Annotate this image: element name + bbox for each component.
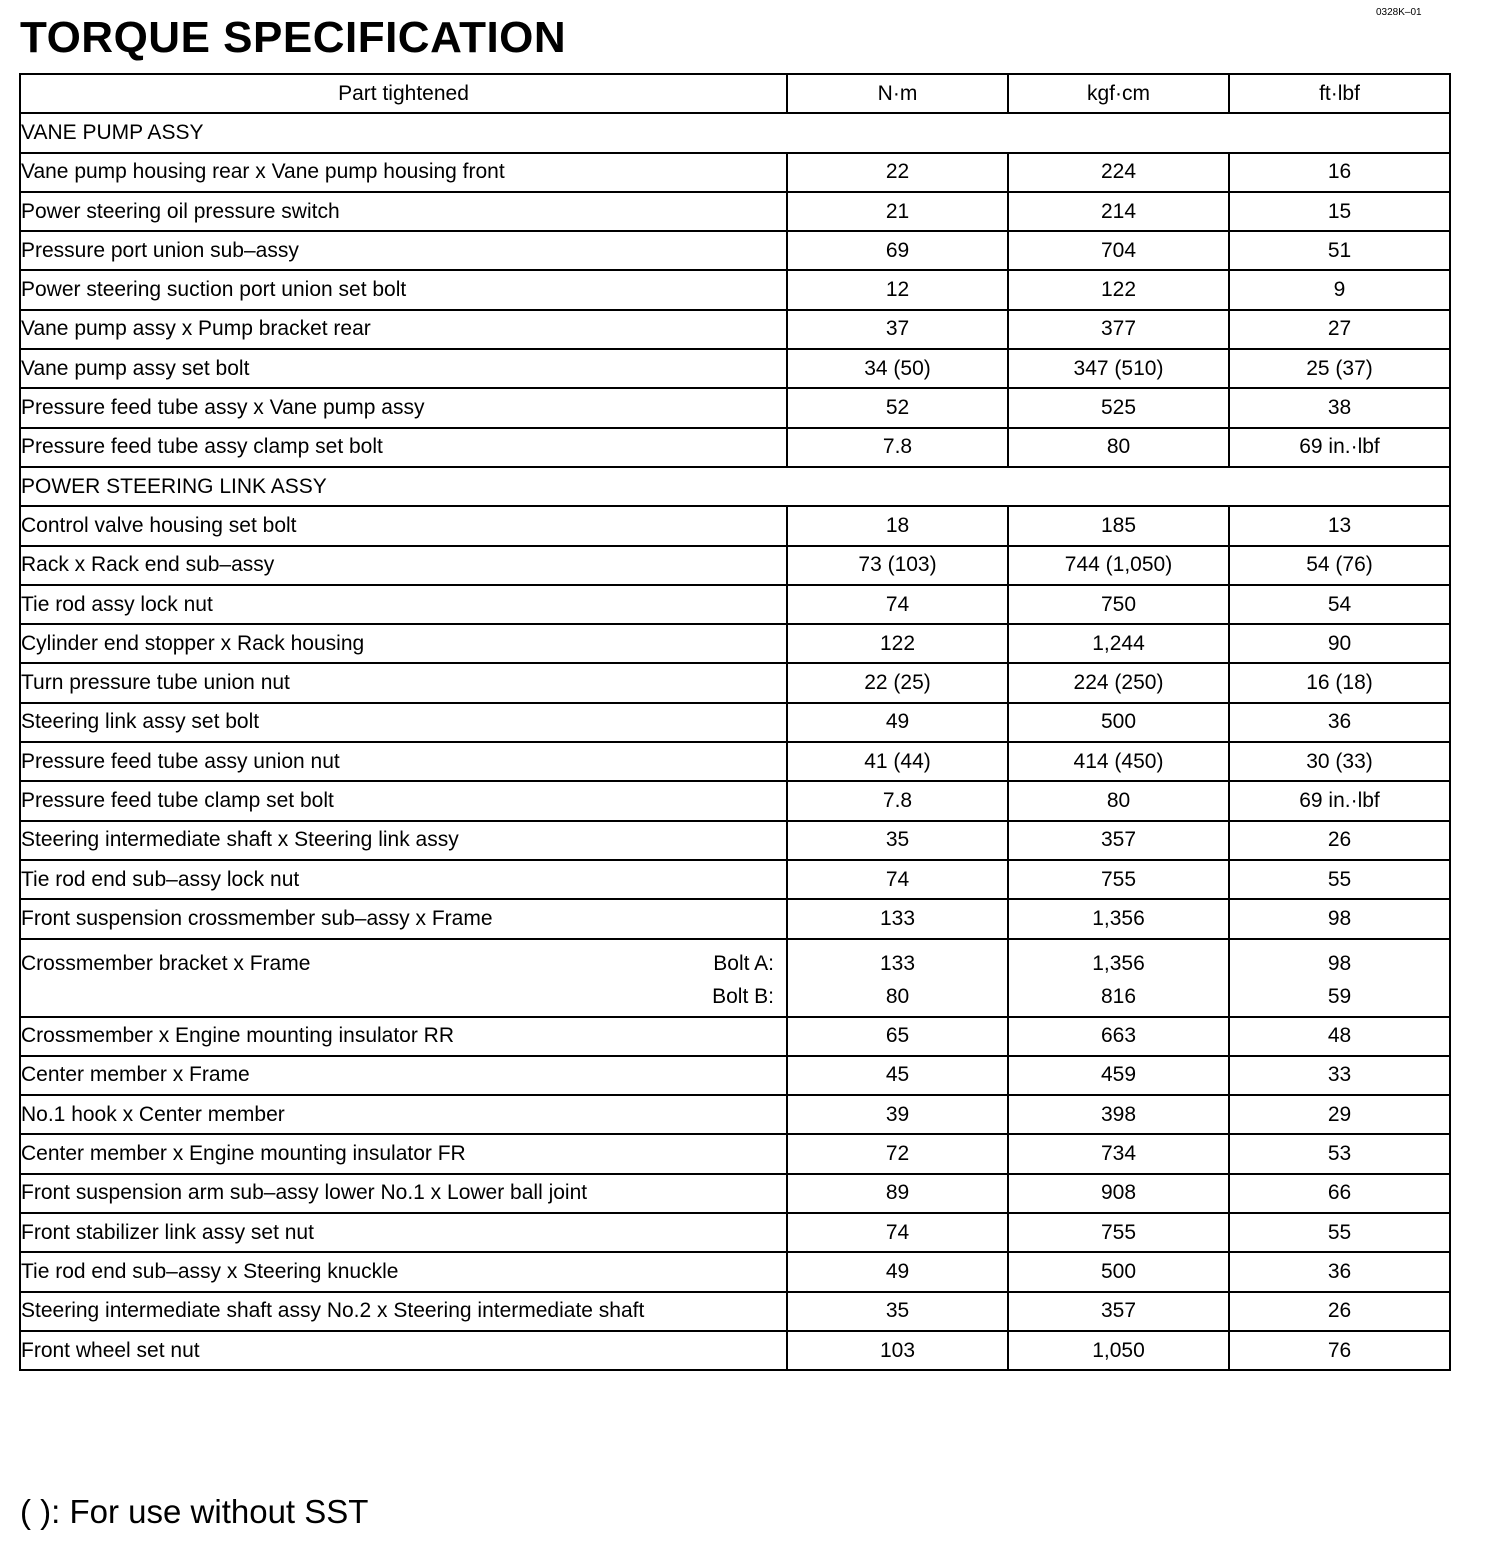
table-row	[20, 1213, 1450, 1252]
part-name: Steering intermediate shaft assy No.2 x Steering intermediate shaft	[20, 1292, 787, 1331]
value-kgf: 500	[1008, 703, 1229, 742]
part-name: Pressure feed tube assy union nut	[20, 742, 787, 781]
value-ft: 26	[1229, 1292, 1450, 1331]
value-kgf: 1,356	[1008, 899, 1229, 938]
table-row	[20, 231, 1450, 270]
value-nm: 22	[787, 153, 1008, 192]
value-ft: 98	[1229, 899, 1450, 938]
value-nm: 18	[787, 506, 1008, 545]
value-ft: 36	[1229, 1252, 1450, 1291]
table-row	[20, 1252, 1450, 1291]
part-name: Front stabilizer link assy set nut	[20, 1213, 787, 1252]
value-nm: 74	[787, 860, 1008, 899]
value-kgf: 1,244	[1008, 624, 1229, 663]
bolt-b-ft: 59	[1327, 984, 1352, 1008]
value-nm: 34 (50)	[787, 349, 1008, 388]
value-kgf: 663	[1008, 1017, 1229, 1056]
value-nm: 49	[787, 1252, 1008, 1291]
value-kgf: 704	[1008, 231, 1229, 270]
bolt-a-label: Bolt A:	[713, 951, 774, 975]
value-ft: 55	[1229, 1213, 1450, 1252]
value-nm: 103	[787, 1331, 1008, 1370]
table-row	[20, 428, 1450, 467]
value-nm: 74	[787, 585, 1008, 624]
part-name: Rack x Rack end sub–assy	[20, 546, 787, 585]
value-ft: 69 in.·lbf	[1229, 428, 1450, 467]
table-row	[20, 349, 1450, 388]
table-row	[20, 703, 1450, 742]
value-ft: 25 (37)	[1229, 349, 1450, 388]
part-name: Front suspension crossmember sub–assy x Frame	[20, 899, 787, 938]
bolt-a-nm: 133	[879, 951, 916, 975]
part-name: Crossmember bracket x Frame	[21, 951, 311, 975]
part-name: Center member x Frame	[20, 1056, 787, 1095]
part-name: Tie rod end sub–assy x Steering knuckle	[20, 1252, 787, 1291]
part-name: Power steering oil pressure switch	[20, 192, 787, 231]
value-ft: 51	[1229, 231, 1450, 270]
value-ft: 53	[1229, 1134, 1450, 1173]
value-kgf: 755	[1008, 1213, 1229, 1252]
value-kgf: 80	[1008, 781, 1229, 820]
value-ft: 33	[1229, 1056, 1450, 1095]
value-kgf: 755	[1008, 860, 1229, 899]
part-name: Cylinder end stopper x Rack housing	[20, 624, 787, 663]
value-ft: 54	[1229, 585, 1450, 624]
table-row	[20, 388, 1450, 427]
value-ft: 90	[1229, 624, 1450, 663]
torque-spec-table	[19, 73, 1451, 1371]
part-name-cell	[20, 939, 787, 1017]
value-nm: 73 (103)	[787, 546, 1008, 585]
part-name: Crossmember x Engine mounting insulator RR	[20, 1017, 787, 1056]
value-nm: 45	[787, 1056, 1008, 1095]
footnote: ( ): For use without SST	[20, 1493, 369, 1530]
section-title: VANE PUMP ASSY	[20, 113, 1450, 152]
table-row	[20, 192, 1450, 231]
value-ft: 55	[1229, 860, 1450, 899]
part-name: No.1 hook x Center member	[20, 1095, 787, 1134]
part-name: Turn pressure tube union nut	[20, 663, 787, 702]
part-name: Pressure feed tube assy clamp set bolt	[20, 428, 787, 467]
table-row	[20, 1017, 1450, 1056]
table-row	[20, 1095, 1450, 1134]
table-row	[20, 781, 1450, 820]
table-row	[20, 546, 1450, 585]
part-name: Tie rod assy lock nut	[20, 585, 787, 624]
value-nm: 22 (25)	[787, 663, 1008, 702]
part-name: Vane pump housing rear x Vane pump housing front	[20, 153, 787, 192]
part-name: Vane pump assy x Pump bracket rear	[20, 310, 787, 349]
bolt-a-ft: 98	[1327, 951, 1352, 975]
part-name: Steering intermediate shaft x Steering link assy	[20, 821, 787, 860]
value-ft: 16 (18)	[1229, 663, 1450, 702]
part-name: Power steering suction port union set bolt	[20, 270, 787, 309]
value-kgf: 744 (1,050)	[1008, 546, 1229, 585]
table-row	[20, 1056, 1450, 1095]
value-kgf: 500	[1008, 1252, 1229, 1291]
table-row-multi	[20, 939, 1450, 1017]
value-kgf: 459	[1008, 1056, 1229, 1095]
value-nm: 74	[787, 1213, 1008, 1252]
part-name: Pressure port union sub–assy	[20, 231, 787, 270]
value-kgf: 525	[1008, 388, 1229, 427]
value-nm: 69	[787, 231, 1008, 270]
part-name: Tie rod end sub–assy lock nut	[20, 860, 787, 899]
table-row	[20, 585, 1450, 624]
value-nm: 49	[787, 703, 1008, 742]
section-title: POWER STEERING LINK ASSY	[20, 467, 1450, 506]
value-ft: 15	[1229, 192, 1450, 231]
value-ft: 38	[1229, 388, 1450, 427]
table-row	[20, 153, 1450, 192]
table-row	[20, 624, 1450, 663]
part-name: Vane pump assy set bolt	[20, 349, 787, 388]
table-row	[20, 742, 1450, 781]
value-nm: 35	[787, 1292, 1008, 1331]
table-row	[20, 310, 1450, 349]
value-kgf: 357	[1008, 821, 1229, 860]
part-name: Control valve housing set bolt	[20, 506, 787, 545]
value-ft: 9	[1229, 270, 1450, 309]
value-ft: 76	[1229, 1331, 1450, 1370]
table-row	[20, 506, 1450, 545]
value-ft: 69 in.·lbf	[1229, 781, 1450, 820]
part-name: Center member x Engine mounting insulator FR	[20, 1134, 787, 1173]
value-ft: 30 (33)	[1229, 742, 1450, 781]
value-nm: 12	[787, 270, 1008, 309]
bolt-b-kgf: 816	[1100, 984, 1137, 1008]
value-nm: 122	[787, 624, 1008, 663]
bolt-b-nm: 80	[885, 984, 910, 1008]
value-kgf: 908	[1008, 1174, 1229, 1213]
value-nm: 21	[787, 192, 1008, 231]
value-ft: 54 (76)	[1229, 546, 1450, 585]
value-kgf: 224 (250)	[1008, 663, 1229, 702]
table-row	[20, 1331, 1450, 1370]
table-row	[20, 821, 1450, 860]
value-kgf: 734	[1008, 1134, 1229, 1173]
table-header-row	[20, 74, 1450, 113]
value-ft: 27	[1229, 310, 1450, 349]
value-ft: 13	[1229, 506, 1450, 545]
value-ft: 36	[1229, 703, 1450, 742]
header-part: Part tightened	[20, 74, 787, 113]
value-kgf-cell	[1008, 939, 1229, 1017]
value-nm: 72	[787, 1134, 1008, 1173]
value-nm: 7.8	[787, 428, 1008, 467]
value-nm: 52	[787, 388, 1008, 427]
value-kgf: 398	[1008, 1095, 1229, 1134]
header-kgf: kgf·cm	[1008, 74, 1229, 113]
part-name: Pressure feed tube assy x Vane pump assy	[20, 388, 787, 427]
value-nm: 133	[787, 899, 1008, 938]
value-ft: 26	[1229, 821, 1450, 860]
value-ft: 16	[1229, 153, 1450, 192]
section-row	[20, 467, 1450, 506]
value-nm: 37	[787, 310, 1008, 349]
value-nm: 65	[787, 1017, 1008, 1056]
value-kgf: 750	[1008, 585, 1229, 624]
bolt-a-kgf: 1,356	[1092, 951, 1145, 975]
value-kgf: 80	[1008, 428, 1229, 467]
value-kgf: 357	[1008, 1292, 1229, 1331]
value-kgf: 122	[1008, 270, 1229, 309]
value-nm: 7.8	[787, 781, 1008, 820]
value-ft: 29	[1229, 1095, 1450, 1134]
page-title: TORQUE SPECIFICATION	[20, 13, 567, 62]
value-nm: 39	[787, 1095, 1008, 1134]
value-kgf: 1,050	[1008, 1331, 1229, 1370]
part-name: Pressure feed tube clamp set bolt	[20, 781, 787, 820]
value-nm: 35	[787, 821, 1008, 860]
table-row	[20, 663, 1450, 702]
value-ft: 66	[1229, 1174, 1450, 1213]
header-nm: N·m	[787, 74, 1008, 113]
part-name: Front suspension arm sub–assy lower No.1 x Lower ball joint	[20, 1174, 787, 1213]
document-code: 0328K–01	[1376, 7, 1422, 18]
header-ft: ft·lbf	[1229, 74, 1450, 113]
value-nm: 89	[787, 1174, 1008, 1213]
table-row	[20, 860, 1450, 899]
value-nm: 41 (44)	[787, 742, 1008, 781]
bolt-b-label: Bolt B:	[712, 984, 774, 1008]
value-kgf: 347 (510)	[1008, 349, 1229, 388]
value-kgf: 214	[1008, 192, 1229, 231]
value-ft-cell	[1229, 939, 1450, 1017]
value-nm-cell	[787, 939, 1008, 1017]
value-ft: 48	[1229, 1017, 1450, 1056]
value-kgf: 185	[1008, 506, 1229, 545]
value-kgf: 224	[1008, 153, 1229, 192]
part-name: Front wheel set nut	[20, 1331, 787, 1370]
table-row	[20, 899, 1450, 938]
table-row	[20, 1134, 1450, 1173]
value-kgf: 414 (450)	[1008, 742, 1229, 781]
table-body	[20, 113, 1450, 1370]
section-row	[20, 113, 1450, 152]
table-row	[20, 1292, 1450, 1331]
value-kgf: 377	[1008, 310, 1229, 349]
table-row	[20, 1174, 1450, 1213]
part-name: Steering link assy set bolt	[20, 703, 787, 742]
table-row	[20, 270, 1450, 309]
